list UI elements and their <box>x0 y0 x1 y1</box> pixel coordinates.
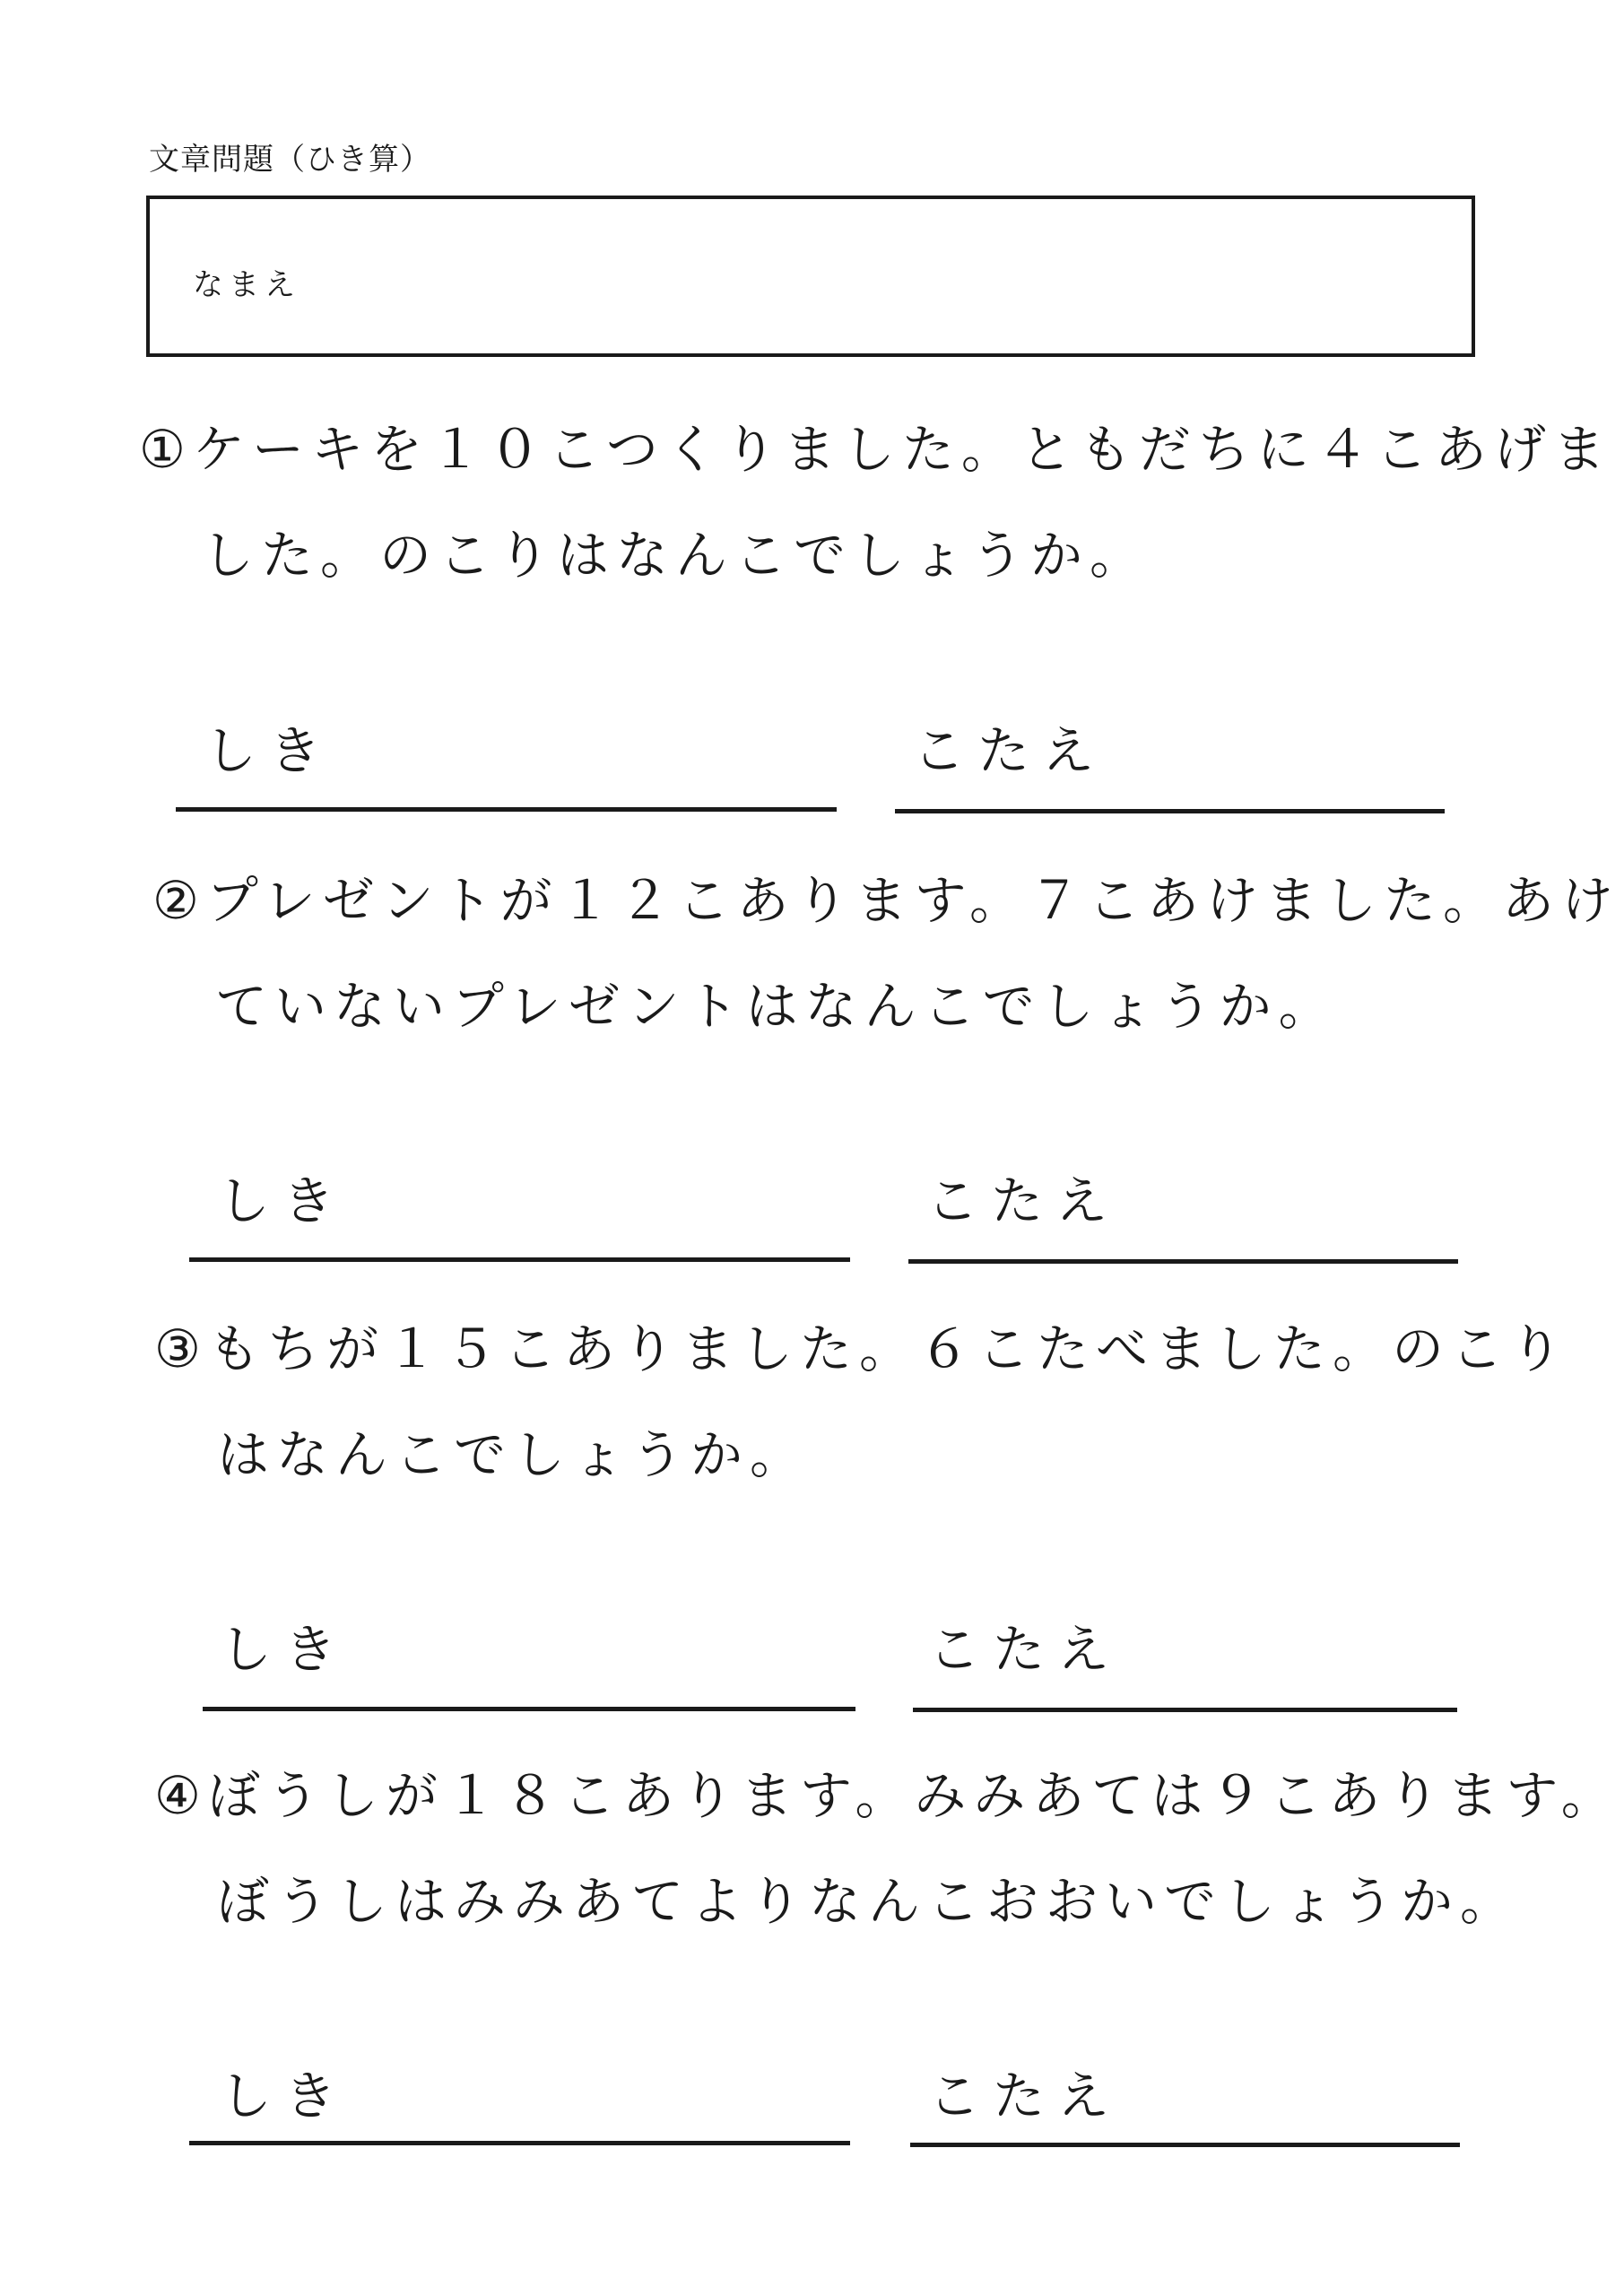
problem-1-kotae-label: こたえ <box>913 720 1107 781</box>
worksheet-title: 文章問題（ひき算） <box>149 142 431 178</box>
problem-3-shiki-line[interactable] <box>203 1707 855 1711</box>
problem-3-shiki-label: しき <box>220 1619 350 1680</box>
problem-3-kotae-line[interactable] <box>913 1708 1457 1712</box>
problem-2-shiki-label: しき <box>218 1170 348 1231</box>
problem-4-kotae-line[interactable] <box>910 2143 1460 2147</box>
problem-2-text-line1: ②プレゼントが１２こあります。７こあけました。あけ <box>152 870 1621 931</box>
problem-4-shiki-label: しき <box>220 2066 350 2126</box>
problem-3-text-line1: ③もちが１５こありました。６こたべました。のこり <box>154 1318 1569 1379</box>
problem-2-shiki-line[interactable] <box>189 1257 850 1262</box>
problem-1-text-line1: ①ケーキを１０こつくりました。ともだちに４こあげま <box>139 419 1612 480</box>
problem-3-text-line2: はなんこでしょうか。 <box>217 1424 810 1485</box>
problem-1-kotae-line[interactable] <box>895 809 1445 813</box>
problem-1-text-line2: した。のこりはなんこでしょうか。 <box>202 525 1150 586</box>
problem-4-text-line2: ぼうしはみみあてよりなんこおおいでしょうか。 <box>217 1871 1520 1932</box>
name-field[interactable] <box>146 196 1475 357</box>
problem-4-kotae-label: こたえ <box>928 2066 1123 2126</box>
problem-3-kotae-label: こたえ <box>928 1619 1123 1680</box>
problem-2-text-line2: ていないプレゼントはなんこでしょうか。 <box>215 976 1338 1037</box>
problem-1-shiki-line[interactable] <box>176 807 837 812</box>
problem-4-shiki-line[interactable] <box>189 2141 850 2145</box>
problem-2-kotae-line[interactable] <box>908 1259 1458 1264</box>
name-label: なまえ <box>193 267 300 303</box>
problem-1-shiki-label: しき <box>204 720 334 781</box>
problem-4-text-line1: ④ぼうしが１８こあります。みみあては９こあります。 <box>154 1765 1620 1826</box>
problem-2-kotae-label: こたえ <box>926 1170 1121 1231</box>
